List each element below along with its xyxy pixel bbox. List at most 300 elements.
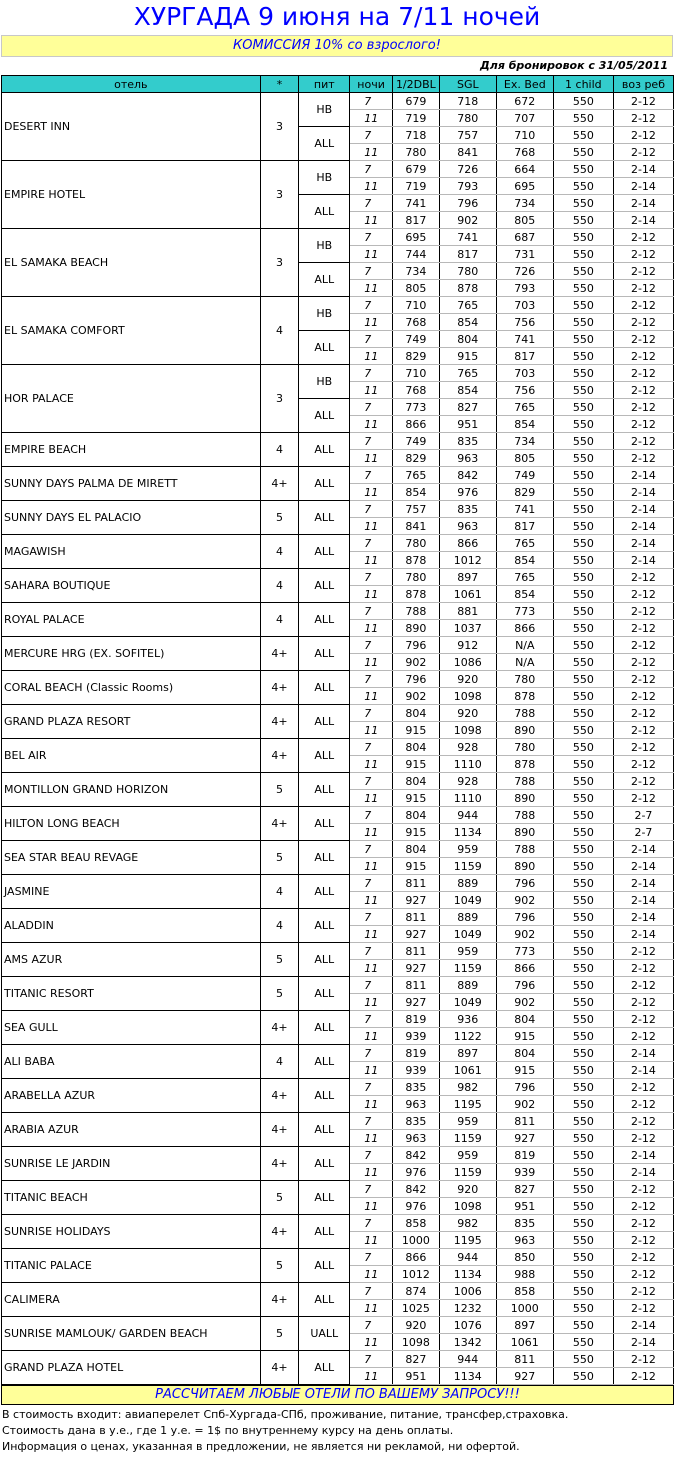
child-price: 550 [553,1147,613,1164]
exbed-price: 811 [496,1351,553,1368]
exbed-price: 890 [496,824,553,841]
meal-plan: ALL [299,637,350,671]
dbl-price: 835 [392,1079,439,1096]
child-age: 2-12 [613,960,673,977]
exbed-price: 773 [496,943,553,960]
exbed-price: 829 [496,484,553,501]
child-age: 2-12 [613,280,673,297]
sgl-price: 827 [439,399,496,416]
dbl-price: 976 [392,1198,439,1215]
hotel-name: ARABIA AZUR [2,1113,261,1147]
child-price: 550 [553,93,613,110]
hotel-stars: 4+ [260,1283,299,1317]
table-row [2,1181,674,1198]
hotel-name: JASMINE [2,875,261,909]
meal-plan: ALL [299,195,350,229]
child-price: 550 [553,297,613,314]
table-row [2,1215,674,1232]
col-header-meal: пит [299,76,350,93]
table-row [2,569,674,586]
sgl-price: 1049 [439,926,496,943]
exbed-price: 902 [496,926,553,943]
exbed-price: 703 [496,365,553,382]
dbl-price: 829 [392,450,439,467]
child-age: 2-14 [613,195,673,212]
child-price: 550 [553,790,613,807]
hotel-name: BEL AIR [2,739,261,773]
dbl-price: 951 [392,1368,439,1385]
hotel-name: SEA STAR BEAU REVAGE [2,841,261,875]
child-age: 2-12 [613,229,673,246]
nights: 7 [350,943,393,960]
child-age: 2-14 [613,484,673,501]
sgl-price: 982 [439,1079,496,1096]
child-price: 550 [553,960,613,977]
hotel-stars: 4+ [260,1215,299,1249]
exbed-price: 672 [496,93,553,110]
exbed-price: 687 [496,229,553,246]
meal-plan: ALL [299,739,350,773]
meal-plan: ALL [299,433,350,467]
dbl-price: 878 [392,586,439,603]
exbed-price: 835 [496,1215,553,1232]
hotel-name: HILTON LONG BEACH [2,807,261,841]
child-age: 2-12 [613,603,673,620]
nights: 11 [350,858,393,875]
child-age: 2-12 [613,1113,673,1130]
table-row [2,1351,674,1368]
dbl-price: 915 [392,756,439,773]
child-age: 2-14 [613,212,673,229]
dbl-price: 920 [392,1317,439,1334]
nights: 7 [350,297,393,314]
child-age: 2-14 [613,1317,673,1334]
nights: 11 [350,892,393,909]
sgl-price: 1110 [439,790,496,807]
meal-plan: ALL [299,807,350,841]
dbl-price: 804 [392,807,439,824]
dbl-price: 710 [392,365,439,382]
child-age: 2-7 [613,824,673,841]
exbed-price: 817 [496,518,553,535]
nights: 11 [350,688,393,705]
hotel-stars: 3 [260,229,299,297]
hotel-name: TITANIC BEACH [2,1181,261,1215]
exbed-price: 890 [496,858,553,875]
exbed-price: 796 [496,977,553,994]
meal-plan: ALL [299,535,350,569]
dbl-price: 874 [392,1283,439,1300]
meal-plan: ALL [299,399,350,433]
hotel-name: EL SAMAKA COMFORT [2,297,261,365]
hotel-name: DESERT INN [2,93,261,161]
child-age: 2-12 [613,416,673,433]
sgl-price: 944 [439,807,496,824]
child-age: 2-12 [613,756,673,773]
child-price: 550 [553,535,613,552]
child-price: 550 [553,1164,613,1181]
nights: 11 [350,518,393,535]
sgl-price: 854 [439,382,496,399]
sgl-price: 741 [439,229,496,246]
hotel-name: CORAL BEACH (Classic Rooms) [2,671,261,705]
sgl-price: 920 [439,1181,496,1198]
meal-plan: UALL [299,1317,350,1351]
dbl-price: 780 [392,569,439,586]
child-price: 550 [553,263,613,280]
exbed-price: 963 [496,1232,553,1249]
dbl-price: 734 [392,263,439,280]
sgl-price: 915 [439,348,496,365]
child-age: 2-14 [613,1334,673,1351]
hotel-stars: 5 [260,943,299,977]
exbed-price: 827 [496,1181,553,1198]
exbed-price: 710 [496,127,553,144]
exbed-price: 726 [496,263,553,280]
dbl-price: 915 [392,790,439,807]
nights: 11 [350,790,393,807]
exbed-price: 756 [496,382,553,399]
hotel-stars: 5 [260,1317,299,1351]
nights: 7 [350,433,393,450]
nights: 7 [350,1079,393,1096]
exbed-price: 854 [496,586,553,603]
dbl-price: 1025 [392,1300,439,1317]
dbl-price: 976 [392,1164,439,1181]
child-price: 550 [553,484,613,501]
meal-plan: HB [299,229,350,263]
dbl-price: 890 [392,620,439,637]
meal-plan: HB [299,161,350,195]
child-price: 550 [553,1198,613,1215]
child-price: 550 [553,892,613,909]
dbl-price: 719 [392,110,439,127]
exbed-price: 756 [496,314,553,331]
child-price: 550 [553,909,613,926]
exbed-price: 1061 [496,1334,553,1351]
sgl-price: 835 [439,501,496,518]
nights: 7 [350,331,393,348]
exbed-price: 915 [496,1062,553,1079]
nights: 11 [350,824,393,841]
dbl-price: 749 [392,331,439,348]
exbed-price: 695 [496,178,553,195]
exbed-price: 796 [496,1079,553,1096]
hotel-name: CALIMERA [2,1283,261,1317]
child-age: 2-12 [613,569,673,586]
dbl-price: 811 [392,943,439,960]
exbed-price: 939 [496,1164,553,1181]
child-price: 550 [553,1266,613,1283]
child-age: 2-12 [613,722,673,739]
dbl-price: 827 [392,1351,439,1368]
dbl-price: 811 [392,977,439,994]
child-price: 550 [553,1028,613,1045]
dbl-price: 780 [392,535,439,552]
sgl-price: 878 [439,280,496,297]
child-price: 550 [553,1130,613,1147]
meal-plan: ALL [299,943,350,977]
nights: 7 [350,1351,393,1368]
dbl-price: 765 [392,467,439,484]
nights: 7 [350,263,393,280]
hotel-name: SUNNY DAYS PALMA DE MIRETT [2,467,261,501]
sgl-price: 1049 [439,994,496,1011]
child-price: 550 [553,1334,613,1351]
nights: 11 [350,450,393,467]
dbl-price: 773 [392,399,439,416]
hotel-name: AMS AZUR [2,943,261,977]
footer-banner: РАССЧИТАЕМ ЛЮБЫЕ ОТЕЛИ ПО ВАШЕМУ ЗАПРОСУ!!! [1,1385,674,1405]
hotel-stars: 3 [260,365,299,433]
table-row [2,1079,674,1096]
nights: 7 [350,1249,393,1266]
sgl-price: 1134 [439,1266,496,1283]
exbed-price: 773 [496,603,553,620]
dbl-price: 854 [392,484,439,501]
child-age: 2-12 [613,263,673,280]
exbed-price: 890 [496,722,553,739]
hotel-stars: 3 [260,161,299,229]
nights: 7 [350,229,393,246]
exbed-price: 780 [496,739,553,756]
nights: 7 [350,841,393,858]
child-price: 550 [553,739,613,756]
child-age: 2-14 [613,875,673,892]
sgl-price: 726 [439,161,496,178]
child-age: 2-12 [613,399,673,416]
nights: 7 [350,1045,393,1062]
child-age: 2-12 [613,1028,673,1045]
child-price: 550 [553,824,613,841]
hotel-name: MAGAWISH [2,535,261,569]
dbl-price: 835 [392,1113,439,1130]
nights: 11 [350,1198,393,1215]
dbl-price: 915 [392,722,439,739]
sgl-price: 1098 [439,1198,496,1215]
child-age: 2-12 [613,314,673,331]
child-age: 2-12 [613,365,673,382]
nights: 7 [350,93,393,110]
sgl-price: 897 [439,569,496,586]
hotel-stars: 4+ [260,1079,299,1113]
hotel-name: SAHARA BOUTIQUE [2,569,261,603]
nights: 11 [350,1368,393,1385]
child-age: 2-12 [613,1249,673,1266]
sgl-price: 841 [439,144,496,161]
nights: 11 [350,178,393,195]
nights: 11 [350,1028,393,1045]
child-age: 2-14 [613,892,673,909]
dbl-price: 939 [392,1062,439,1079]
dbl-price: 679 [392,161,439,178]
sgl-price: 982 [439,1215,496,1232]
hotel-stars: 5 [260,1181,299,1215]
nights: 11 [350,382,393,399]
child-price: 550 [553,1351,613,1368]
sgl-price: 1159 [439,960,496,977]
child-age: 2-12 [613,93,673,110]
sgl-price: 817 [439,246,496,263]
nights: 7 [350,671,393,688]
child-price: 550 [553,110,613,127]
exbed-price: 731 [496,246,553,263]
nights: 11 [350,994,393,1011]
dbl-price: 829 [392,348,439,365]
table-row [2,93,674,110]
table-row [2,1249,674,1266]
child-age: 2-12 [613,331,673,348]
table-row [2,841,674,858]
child-age: 2-12 [613,654,673,671]
sgl-price: 1061 [439,1062,496,1079]
child-age: 2-12 [613,688,673,705]
hotel-name: SUNRISE LE JARDIN [2,1147,261,1181]
sgl-price: 976 [439,484,496,501]
child-age: 2-12 [613,994,673,1011]
child-age: 2-12 [613,110,673,127]
child-age: 2-12 [613,705,673,722]
table-row [2,603,674,620]
dbl-price: 768 [392,314,439,331]
sgl-price: 1098 [439,688,496,705]
dbl-price: 710 [392,297,439,314]
note-line: В стоимость входит: авиаперелет Спб-Хургада-СПб, проживание, питание, трансфер,страховка. [2,1408,569,1421]
sgl-price: 1076 [439,1317,496,1334]
exbed-price: 902 [496,994,553,1011]
nights: 11 [350,654,393,671]
nights: 11 [350,1300,393,1317]
meal-plan: HB [299,93,350,127]
hotel-name: EMPIRE BEACH [2,433,261,467]
exbed-price: 988 [496,1266,553,1283]
meal-plan: ALL [299,1079,350,1113]
table-row [2,1045,674,1062]
sgl-price: 1159 [439,1164,496,1181]
child-age: 2-12 [613,1351,673,1368]
hotel-stars: 5 [260,501,299,535]
exbed-price: 768 [496,144,553,161]
child-price: 550 [553,841,613,858]
meal-plan: ALL [299,909,350,943]
child-price: 550 [553,1283,613,1300]
child-price: 550 [553,467,613,484]
dbl-price: 804 [392,705,439,722]
nights: 7 [350,807,393,824]
exbed-price: 780 [496,671,553,688]
dbl-price: 842 [392,1147,439,1164]
child-price: 550 [553,1317,613,1334]
hotel-stars: 4+ [260,1351,299,1385]
meal-plan: ALL [299,841,350,875]
hotel-name: EL SAMAKA BEACH [2,229,261,297]
sgl-price: 920 [439,705,496,722]
dbl-price: 963 [392,1130,439,1147]
child-age: 2-12 [613,671,673,688]
child-price: 550 [553,501,613,518]
child-age: 2-12 [613,348,673,365]
table-row [2,161,674,178]
child-age: 2-12 [613,637,673,654]
sgl-price: 1098 [439,722,496,739]
hotel-stars: 4 [260,603,299,637]
child-price: 550 [553,399,613,416]
sgl-price: 889 [439,875,496,892]
child-age: 2-12 [613,127,673,144]
child-price: 550 [553,943,613,960]
dbl-price: 819 [392,1011,439,1028]
exbed-price: 793 [496,280,553,297]
exbed-price: 854 [496,552,553,569]
dbl-price: 679 [392,93,439,110]
sgl-price: 866 [439,535,496,552]
dbl-price: 915 [392,858,439,875]
child-age: 2-12 [613,943,673,960]
child-price: 550 [553,1062,613,1079]
table-row [2,773,674,790]
exbed-price: 734 [496,195,553,212]
child-price: 550 [553,603,613,620]
dbl-price: 695 [392,229,439,246]
exbed-price: 804 [496,1011,553,1028]
hotel-stars: 5 [260,1249,299,1283]
child-age: 2-14 [613,518,673,535]
nights: 11 [350,1232,393,1249]
child-age: 2-14 [613,161,673,178]
sgl-price: 1159 [439,858,496,875]
sgl-price: 1195 [439,1232,496,1249]
page-title: ХУРГАДА 9 июня на 7/11 ночей [133,2,541,31]
meal-plan: ALL [299,569,350,603]
dbl-price: 927 [392,892,439,909]
sgl-price: 718 [439,93,496,110]
child-age: 2-12 [613,586,673,603]
nights: 11 [350,212,393,229]
meal-plan: ALL [299,603,350,637]
dbl-price: 842 [392,1181,439,1198]
dbl-price: 768 [392,382,439,399]
hotel-stars: 4 [260,433,299,467]
dbl-price: 841 [392,518,439,535]
child-price: 550 [553,280,613,297]
meal-plan: ALL [299,1011,350,1045]
sgl-price: 928 [439,773,496,790]
child-price: 550 [553,518,613,535]
table-row [2,365,674,382]
hotel-stars: 4 [260,535,299,569]
child-age: 2-14 [613,858,673,875]
child-price: 550 [553,671,613,688]
child-age: 2-14 [613,909,673,926]
nights: 11 [350,1266,393,1283]
child-age: 2-12 [613,1300,673,1317]
dbl-price: 1012 [392,1266,439,1283]
dbl-price: 1000 [392,1232,439,1249]
hotel-name: GRAND PLAZA HOTEL [2,1351,261,1385]
nights: 7 [350,739,393,756]
nights: 11 [350,552,393,569]
child-price: 550 [553,705,613,722]
meal-plan: ALL [299,501,350,535]
table-row [2,977,674,994]
exbed-price: 951 [496,1198,553,1215]
nights: 7 [350,399,393,416]
child-price: 550 [553,1368,613,1385]
meal-plan: ALL [299,1181,350,1215]
dbl-price: 805 [392,280,439,297]
nights: 7 [350,1113,393,1130]
child-price: 550 [553,195,613,212]
